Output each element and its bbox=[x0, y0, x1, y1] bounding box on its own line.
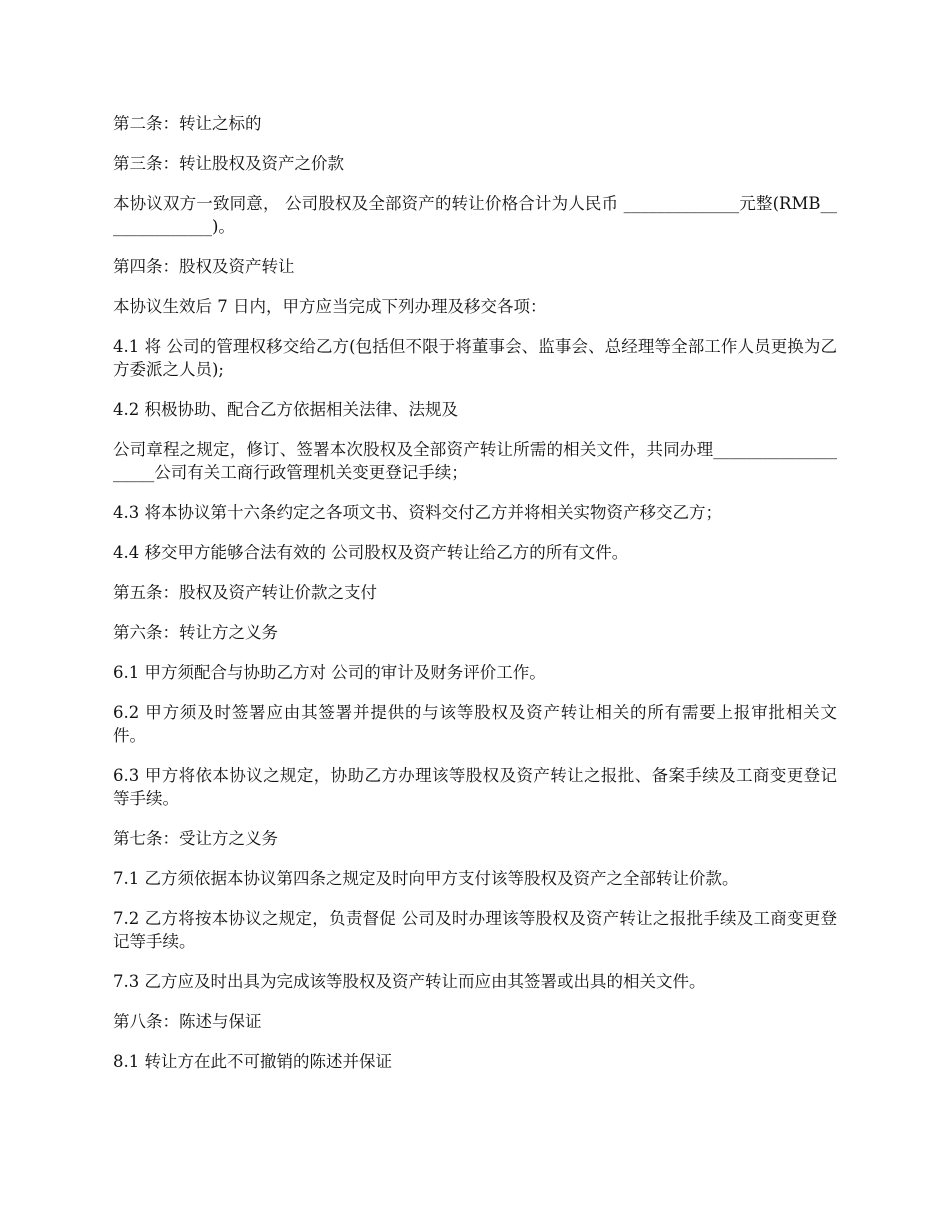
clause-4-1: 4.1 将 公司的管理权移交给乙方(包括但不限于将董事会、监事会、总经理等全部工作人员更换为乙方委派之人员); bbox=[113, 337, 837, 379]
article-3-heading: 第三条：转让股权及资产之价款 bbox=[113, 154, 344, 173]
article-4-heading: 第四条：股权及资产转让 bbox=[113, 257, 295, 276]
article-7-heading: 第七条：受让方之义务 bbox=[113, 829, 278, 848]
article-4-intro: 本协议生效后 7 日内，甲方应当完成下列办理及移交各项： bbox=[113, 297, 547, 316]
clause-4-3: 4.3 将本协议第十六条约定之各项文书、资料交付乙方并将相关实物资产移交乙方； bbox=[113, 503, 722, 522]
article-2-heading: 第二条：转让之标的 bbox=[113, 114, 262, 133]
article-6-heading: 第六条：转让方之义务 bbox=[113, 623, 278, 642]
clause-7-2: 7.2 乙方将按本协议之规定，负责督促 公司及时办理该等股权及资产转让之报批手续及工商变更登记等手续。 bbox=[113, 909, 837, 951]
document-body bbox=[113, 112, 837, 1090]
clause-8-1: 8.1 转让方在此不可撤销的陈述并保证 bbox=[113, 1052, 392, 1071]
clause-6-1: 6.1 甲方须配合与协助乙方对 公司的审计及财务评价工作。 bbox=[113, 663, 546, 682]
clause-6-3: 6.3 甲方将依本协议之规定，协助乙方办理该等股权及资产转让之报批、备案手续及工商变更登记等手续。 bbox=[113, 766, 837, 808]
clause-7-1: 7.1 乙方须依据本协议第四条之规定及时向甲方支付该等股权及资产之全部转让价款。 bbox=[113, 869, 739, 888]
clause-6-2: 6.2 甲方须及时签署应由其签署并提供的与该等股权及资产转让相关的所有需要上报审批相关文件。 bbox=[113, 703, 837, 745]
article-8-heading: 第八条：陈述与保证 bbox=[113, 1012, 262, 1031]
clause-7-3: 7.3 乙方应及时出具为完成该等股权及资产转让而应由其签署或出具的相关文件。 bbox=[113, 972, 706, 991]
clause-4-4: 4.4 移交甲方能够合法有效的 公司股权及资产转让给乙方的所有文件。 bbox=[113, 543, 629, 562]
clause-4-2: 4.2 积极协助、配合乙方依据相关法律、法规及 bbox=[113, 400, 458, 419]
article-5-heading: 第五条：股权及资产转让价款之支付 bbox=[113, 583, 377, 602]
clause-4-2-continued: 公司章程之规定，修订、签署本次股权及全部资产转让所需的相关文件，共同办理____________________公司有关工商行政管理机关变更登记手续； bbox=[113, 440, 837, 482]
article-3-price-clause: 本协议双方一致同意， 公司股权及全部资产的转让价格合计为人民币 ______________元整(RMB______________)。 bbox=[113, 194, 837, 236]
